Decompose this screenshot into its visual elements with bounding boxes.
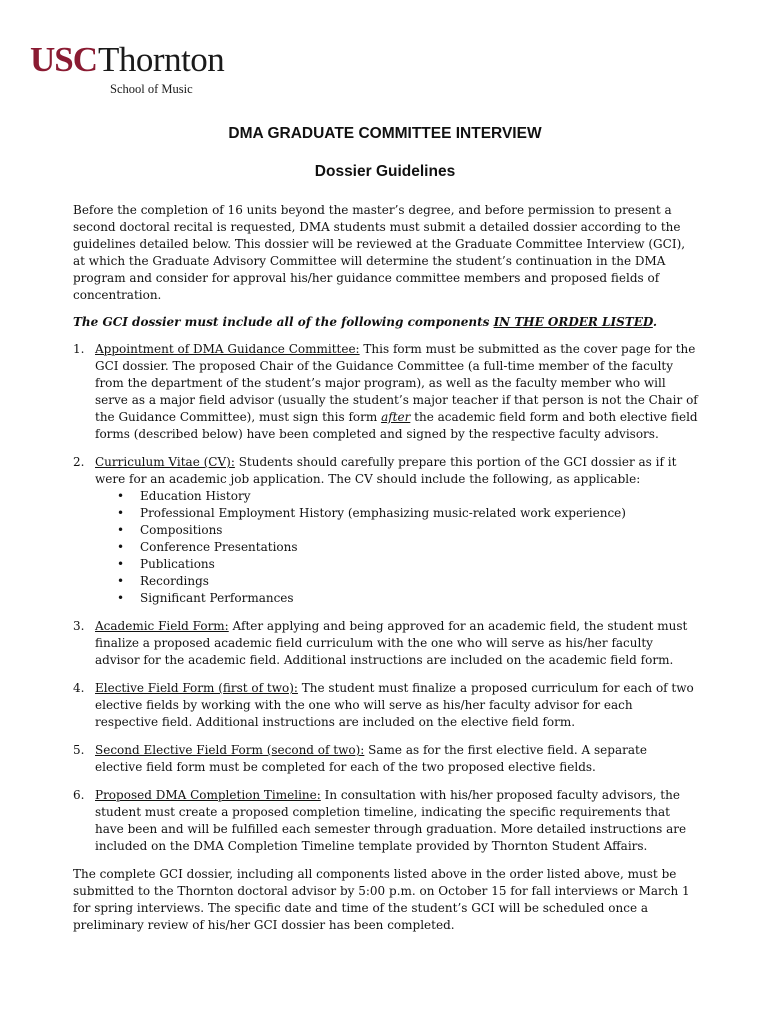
bullet-item: • Conference Presentations [117, 540, 298, 554]
list-item [73, 454, 698, 607]
item-number: 4. [73, 681, 85, 695]
bullet-icon: • [117, 523, 125, 537]
dossier-components-list [73, 341, 698, 855]
requirement-statement [73, 314, 698, 331]
cv-contents-list [95, 488, 698, 607]
item-heading: Appointment of DMA Guidance Committee: [95, 342, 360, 356]
logo-usc: USC [30, 40, 98, 79]
item-heading: Academic Field Form: [95, 619, 229, 633]
bullet-icon: • [117, 591, 125, 605]
bullet-item: • Significant Performances [117, 591, 294, 605]
bullet-item: • Recordings [117, 574, 209, 588]
list-item [73, 787, 698, 855]
item-emphasis: after [381, 410, 411, 424]
usc-thornton-logo [30, 40, 270, 100]
bullet-item: • Compositions [117, 523, 223, 537]
item-number: 3. [73, 619, 85, 633]
item-number: 5. [73, 743, 85, 757]
bullet-icon: • [117, 574, 125, 588]
list-item [73, 618, 698, 669]
document-subtitle: Dossier Guidelines [314, 163, 456, 180]
item-heading: Elective Field Form (first of two): [95, 681, 298, 695]
item-number: 1. [73, 342, 85, 356]
bullet-icon: • [117, 506, 125, 520]
requirement-emphasis: IN THE ORDER LISTED [493, 315, 653, 329]
bullet-item: • Education History [117, 489, 251, 503]
bullet-icon: • [117, 540, 125, 554]
bullet-icon: • [117, 489, 125, 503]
item-number: 2. [73, 455, 85, 469]
logo-thornton: Thornton [98, 40, 225, 79]
intro-paragraph: Before the completion of 16 units beyond the master’s degree, and before permission to present a second doctoral recital is requested, DMA students must submit a detailed dossier according to the guidelines detailed below. This dossier will be reviewed at the Graduate Committee Interview (GCI), at which the Graduate Advisory Committee will determine the student’s continuation in the DMA program and consider for approval his/her guidance committee members and proposed fields of concentration. [73, 203, 686, 302]
item-number: 6. [73, 788, 85, 802]
item-heading: Curriculum Vitae (CV): [95, 455, 235, 469]
item-text: Same as for the first elective field. A separate elective field form must be completed for each of the two proposed elective fields. [95, 743, 647, 774]
item-text: the academic field form and both elective field forms (described below) have been completed and signed by the respective faculty advisors. [95, 410, 698, 441]
item-heading: Proposed DMA Completion Timeline: [95, 788, 321, 802]
bullet-icon: • [117, 557, 125, 571]
document-body [73, 202, 698, 934]
item-text: After applying and being approved for an academic field, the student must finalize a proposed academic field curriculum with the one who will serve as his/her faculty advisor for the academic field. Additional instructions are included on the academic field form. [95, 619, 688, 667]
requirement-tail: . [652, 315, 658, 329]
item-heading: Second Elective Field Form (second of two): [95, 743, 365, 757]
logo-subtitle: School of Music [110, 82, 193, 96]
bullet-item: • Professional Employment History (emphasizing music-related work experience) [117, 506, 626, 520]
item-text: This form must be submitted as the cover page for the GCI dossier. The proposed Chair of the Guidance Committee (a full-time member of the faculty from the department of the student’s major program), as well as the faculty member who will serve as a major field advisor (usually the student’s major teacher if that person is not the Chair of the Guidance Committee), must sign this form [95, 342, 698, 424]
list-item [73, 680, 698, 731]
list-item [73, 742, 698, 776]
item-text: The student must finalize a proposed curriculum for each of two elective fields by working with the one who will serve as his/her faculty advisor for each respective field. Additional instructions are included on the elective field form. [95, 681, 694, 729]
logo-wordmark [30, 40, 224, 80]
list-item [73, 341, 698, 443]
requirement-lead: The GCI dossier must include all of the following components [73, 315, 494, 329]
item-text: In consultation with his/her proposed faculty advisors, the student must create a proposed completion timeline, indicating the specific requirements that have been and will be fulfilled each semester through graduation. More detailed instructions are included on the DMA Completion Timeline template provided by Thornton Student Affairs. [95, 788, 687, 853]
closing-paragraph: The complete GCI dossier, including all components listed above in the order listed above, must be submitted to the Thornton doctoral advisor by 5:00 p.m. on October 15 for fall interviews or March 1 for spring interviews. The specific date and time of the student’s GCI will be scheduled once a preliminary review of his/her GCI dossier has been completed. [73, 867, 690, 932]
bullet-item: • Publications [117, 557, 215, 571]
item-text: Students should carefully prepare this portion of the GCI dossier as if it were for an academic job application. The CV should include the following, as applicable: [95, 455, 677, 486]
document-title: DMA GRADUATE COMMITTEE INTERVIEW [228, 125, 542, 142]
